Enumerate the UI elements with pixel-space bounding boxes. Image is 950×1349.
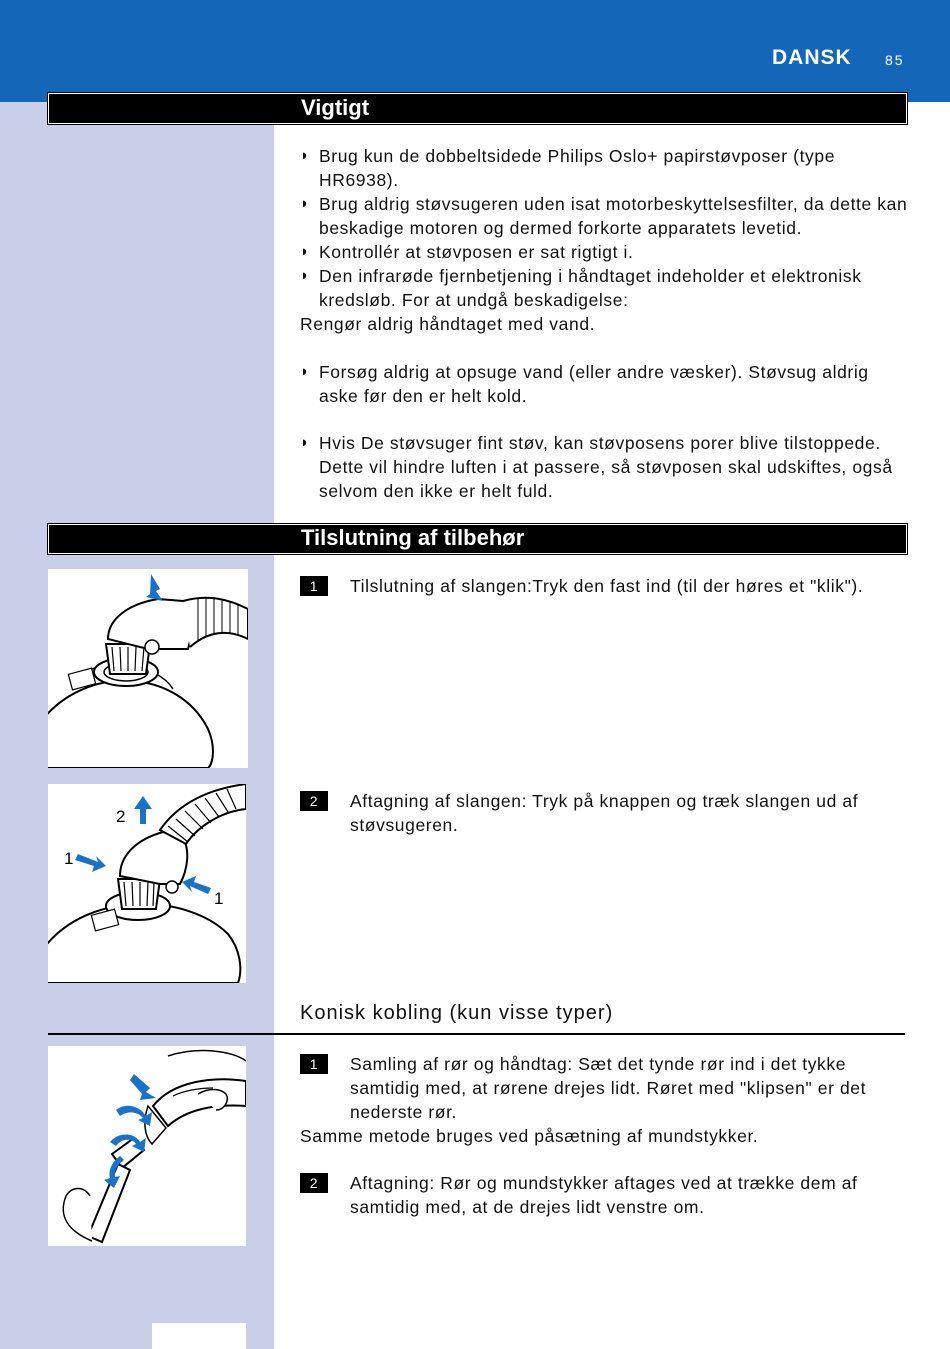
- list-item: [300, 240, 910, 264]
- bullet-icon: ◗: [300, 434, 310, 451]
- list-item-text: Kontrollér at støvposen er sat rigtigt i.: [319, 242, 634, 262]
- language-label: DANSK: [772, 46, 852, 69]
- list-item: [300, 360, 910, 408]
- page-number: 85: [885, 52, 905, 68]
- list-item: [300, 144, 910, 192]
- figure-label: 1: [64, 849, 74, 868]
- step-text: Aftagning: Rør og mundstykker aftages ved at trække dem af samtidig med, at de drejes lidt venstre om.: [350, 1173, 858, 1217]
- step-text: Tilslutning af slangen:Tryk den fast ind (til der høres et "klik").: [350, 576, 864, 596]
- step-text: Samling af rør og håndtag: Sæt det tynde rør ind i det tykke samtidig med, at rørene drejes lidt. Røret med "klipsen" er det nederste rør.: [350, 1054, 867, 1122]
- figure-hose-connect: [48, 569, 248, 768]
- hose-remove-illustration: [48, 784, 246, 983]
- figure-pointer: [248, 577, 274, 605]
- section-title-important: Vigtigt: [301, 95, 370, 120]
- section-header-accessories: [48, 524, 907, 554]
- step-number: 2: [300, 791, 328, 811]
- step-number: 1: [300, 1054, 328, 1074]
- step-number: 1: [300, 576, 328, 596]
- step-text: Aftagning af slangen: Tryk på knappen og træk slangen ud af støvsugeren.: [350, 791, 859, 835]
- figure-label: 1: [214, 889, 224, 908]
- section-title-accessories: Tilslutning af tilbehør: [301, 525, 525, 550]
- bullet-icon: ◗: [300, 147, 310, 164]
- bullet-icon: ◗: [300, 267, 310, 284]
- list-item-text: Den infrarøde fjernbetjening i håndtaget indeholder et elektronisk kredsløb. For at undgå beskadigelse:: [319, 266, 862, 310]
- bullet-icon: ◗: [300, 195, 310, 212]
- figure-label: 2: [116, 807, 126, 826]
- list-item-text: Brug kun de dobbeltsidede Philips Oslo+ papirstøvposer (type HR6938).: [319, 146, 836, 190]
- bullet-icon: ◗: [300, 363, 310, 380]
- step-item: [300, 789, 910, 837]
- list-item-text: Hvis De støvsuger fint støv, kan støvposens porer blive tilstoppede. Dette vil hindre luften i at passere, så støvposen skal udskiftes, også selvom den ikke er helt fuld.: [319, 433, 893, 501]
- important-note: Rengør aldrig håndtaget med vand.: [300, 314, 596, 334]
- hose-connect-illustration: [48, 569, 248, 768]
- step-item: [300, 574, 910, 598]
- footer-block: [152, 1323, 246, 1349]
- list-item: [300, 431, 910, 503]
- list-item-text: Forsøg aldrig at opsuge vand (eller andre væsker). Støvsug aldrig aske før den er helt kold.: [319, 362, 869, 406]
- list-item: [300, 192, 910, 240]
- section-header-important: [48, 93, 907, 124]
- divider: [48, 1033, 905, 1035]
- subsection-title: Konisk kobling (kun visse typer): [300, 1002, 614, 1024]
- tube-coupling-illustration: [48, 1046, 246, 1246]
- conical-note: Samme metode bruges ved påsætning af mundstykker.: [300, 1126, 759, 1146]
- list-item-text: Brug aldrig støvsugeren uden isat motorbeskyttelsesfilter, da dette kan beskadige motoren og dermed forkorte apparatets levetid.: [319, 194, 908, 238]
- figure-tube-coupling: [48, 1046, 246, 1246]
- figure-hose-remove: [48, 784, 246, 983]
- step-item: [300, 1052, 910, 1124]
- list-item: [300, 264, 910, 312]
- bullet-icon: ◗: [300, 243, 310, 260]
- step-number: 2: [300, 1173, 328, 1193]
- step-item: [300, 1171, 910, 1219]
